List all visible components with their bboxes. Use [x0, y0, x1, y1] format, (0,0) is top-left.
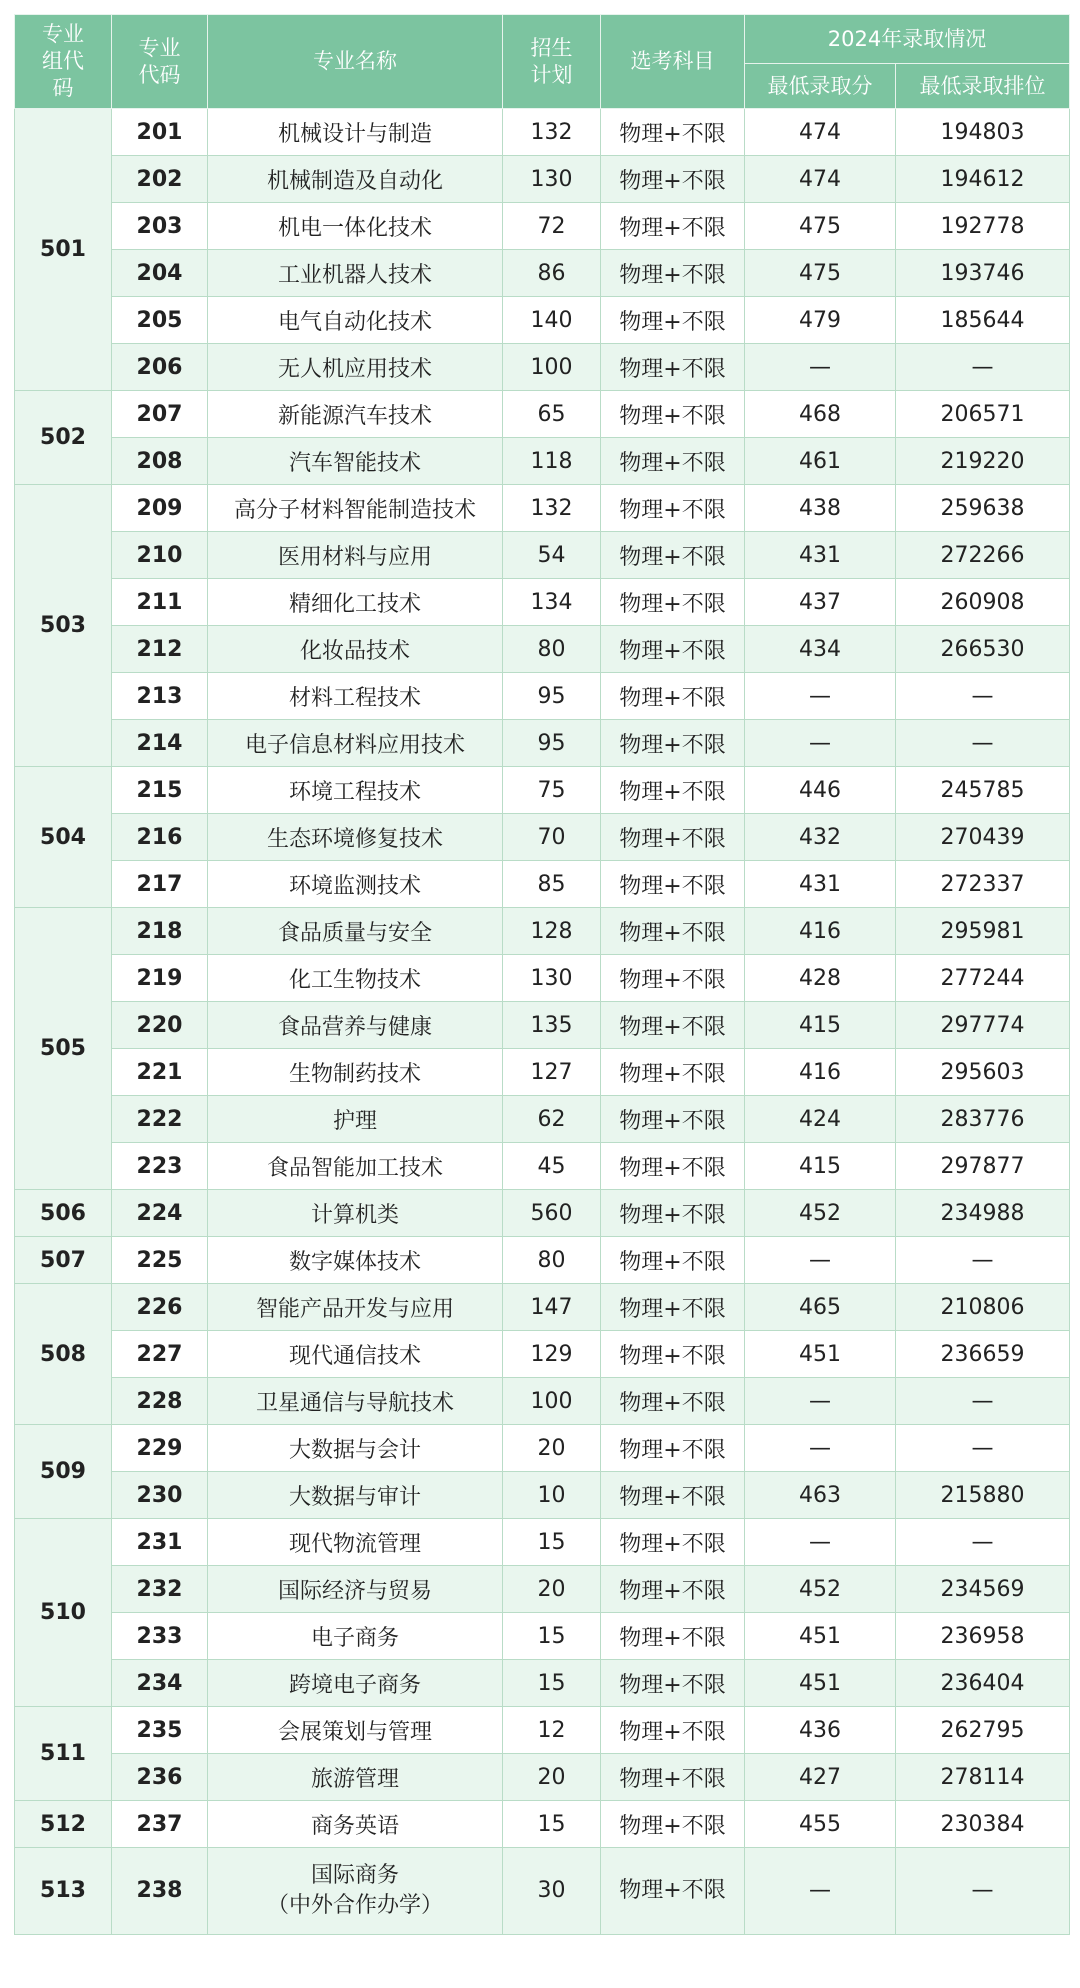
plan-cell: 70 [503, 814, 601, 861]
plan-cell: 80 [503, 626, 601, 673]
subjects-cell: 物理+不限 [601, 1096, 745, 1143]
major-code-cell: 205 [112, 297, 208, 344]
table-row [15, 532, 1070, 579]
plan-cell: 30 [503, 1848, 601, 1935]
admission-table-container [14, 14, 1069, 1974]
min-score-cell: 474 [745, 109, 896, 156]
table-row [15, 720, 1070, 767]
major-name-cell: 机械制造及自动化 [208, 156, 503, 203]
table-row [15, 673, 1070, 720]
major-name-cell: 大数据与会计 [208, 1425, 503, 1472]
subjects-cell: 物理+不限 [601, 391, 745, 438]
plan-cell: 80 [503, 1237, 601, 1284]
min-rank-cell: 260908 [896, 579, 1070, 626]
min-rank-cell: 272266 [896, 532, 1070, 579]
min-rank-cell: 234569 [896, 1566, 1070, 1613]
major-name-cell: 数字媒体技术 [208, 1237, 503, 1284]
table-row [15, 1801, 1070, 1848]
major-code-cell: 233 [112, 1613, 208, 1660]
min-score-cell: 428 [745, 955, 896, 1002]
group-code-cell: 512 [15, 1801, 112, 1848]
min-rank-cell: — [896, 720, 1070, 767]
table-body [15, 109, 1070, 1935]
major-name-cell [208, 1848, 503, 1935]
min-score-cell: 461 [745, 438, 896, 485]
table-row [15, 1237, 1070, 1284]
min-rank-cell: 194803 [896, 109, 1070, 156]
major-name-cell: 食品营养与健康 [208, 1002, 503, 1049]
major-code-cell: 211 [112, 579, 208, 626]
plan-cell: 45 [503, 1143, 601, 1190]
major-code-cell: 220 [112, 1002, 208, 1049]
min-rank-cell: 297877 [896, 1143, 1070, 1190]
subjects-cell: 物理+不限 [601, 1190, 745, 1237]
major-code-cell: 231 [112, 1519, 208, 1566]
plan-cell: 130 [503, 955, 601, 1002]
major-name-cell: 会展策划与管理 [208, 1707, 503, 1754]
major-code-cell: 229 [112, 1425, 208, 1472]
major-code-cell: 201 [112, 109, 208, 156]
min-rank-cell: 210806 [896, 1284, 1070, 1331]
table-row [15, 1190, 1070, 1237]
plan-cell: 95 [503, 720, 601, 767]
major-code-cell: 238 [112, 1848, 208, 1935]
plan-cell: 10 [503, 1472, 601, 1519]
subjects-cell: 物理+不限 [601, 1754, 745, 1801]
table-row [15, 1472, 1070, 1519]
major-code-cell: 222 [112, 1096, 208, 1143]
plan-cell: 560 [503, 1190, 601, 1237]
major-name-cell: 商务英语 [208, 1801, 503, 1848]
subjects-cell: 物理+不限 [601, 109, 745, 156]
min-rank-cell: 194612 [896, 156, 1070, 203]
table-row [15, 344, 1070, 391]
major-code-cell: 213 [112, 673, 208, 720]
table-row [15, 485, 1070, 532]
major-code-cell: 209 [112, 485, 208, 532]
header-year-title: 2024年录取情况 [745, 15, 1070, 64]
plan-cell: 15 [503, 1801, 601, 1848]
major-code-cell: 227 [112, 1331, 208, 1378]
major-name-cell: 生态环境修复技术 [208, 814, 503, 861]
min-rank-cell: 215880 [896, 1472, 1070, 1519]
major-code-cell: 236 [112, 1754, 208, 1801]
plan-cell: 128 [503, 908, 601, 955]
min-score-cell: — [745, 1425, 896, 1472]
plan-cell: 15 [503, 1613, 601, 1660]
major-name-cell: 大数据与审计 [208, 1472, 503, 1519]
min-score-cell: 432 [745, 814, 896, 861]
table-row [15, 955, 1070, 1002]
major-name-cell: 机械设计与制造 [208, 109, 503, 156]
min-score-cell: 475 [745, 203, 896, 250]
group-code-cell: 509 [15, 1425, 112, 1519]
min-score-cell: 415 [745, 1143, 896, 1190]
group-code-cell: 513 [15, 1848, 112, 1935]
major-name-cell: 化妆品技术 [208, 626, 503, 673]
min-rank-cell: 185644 [896, 297, 1070, 344]
major-name-cell: 食品质量与安全 [208, 908, 503, 955]
major-code-cell: 203 [112, 203, 208, 250]
min-score-cell: 434 [745, 626, 896, 673]
major-code-cell: 206 [112, 344, 208, 391]
min-rank-cell: — [896, 1378, 1070, 1425]
header-major-code: 专业代码 [112, 15, 208, 109]
min-score-cell: 463 [745, 1472, 896, 1519]
min-score-cell: 468 [745, 391, 896, 438]
major-name-cell: 医用材料与应用 [208, 532, 503, 579]
major-name-cell: 现代通信技术 [208, 1331, 503, 1378]
table-header [15, 15, 1070, 109]
min-score-cell: 431 [745, 861, 896, 908]
subjects-cell: 物理+不限 [601, 1425, 745, 1472]
min-rank-cell: 266530 [896, 626, 1070, 673]
major-name-cell: 环境工程技术 [208, 767, 503, 814]
plan-cell: 65 [503, 391, 601, 438]
min-rank-cell: 278114 [896, 1754, 1070, 1801]
subjects-cell: 物理+不限 [601, 203, 745, 250]
major-name-cell: 智能产品开发与应用 [208, 1284, 503, 1331]
plan-cell: 72 [503, 203, 601, 250]
subjects-cell: 物理+不限 [601, 297, 745, 344]
min-rank-cell: 295603 [896, 1049, 1070, 1096]
min-score-cell: — [745, 1848, 896, 1935]
major-code-cell: 216 [112, 814, 208, 861]
admission-table [14, 14, 1070, 1935]
group-code-cell: 510 [15, 1519, 112, 1707]
group-code-cell: 503 [15, 485, 112, 767]
subjects-cell: 物理+不限 [601, 1331, 745, 1378]
min-rank-cell: — [896, 1237, 1070, 1284]
subjects-cell: 物理+不限 [601, 532, 745, 579]
major-name-cell: 精细化工技术 [208, 579, 503, 626]
header-major-name: 专业名称 [208, 15, 503, 109]
min-rank-cell: — [896, 344, 1070, 391]
min-score-cell: 475 [745, 250, 896, 297]
plan-cell: 147 [503, 1284, 601, 1331]
major-code-cell: 207 [112, 391, 208, 438]
min-score-cell: 446 [745, 767, 896, 814]
plan-cell: 100 [503, 344, 601, 391]
header-group-code: 专业组代码 [15, 15, 112, 109]
subjects-cell: 物理+不限 [601, 767, 745, 814]
table-row [15, 391, 1070, 438]
table-row [15, 579, 1070, 626]
table-row [15, 626, 1070, 673]
min-rank-cell: 245785 [896, 767, 1070, 814]
min-score-cell: 437 [745, 579, 896, 626]
major-name-cell: 现代物流管理 [208, 1519, 503, 1566]
min-score-cell: 415 [745, 1002, 896, 1049]
min-rank-cell: 259638 [896, 485, 1070, 532]
min-score-cell: 431 [745, 532, 896, 579]
major-name-cell: 跨境电子商务 [208, 1660, 503, 1707]
major-code-cell: 212 [112, 626, 208, 673]
min-score-cell: 465 [745, 1284, 896, 1331]
min-rank-cell: 295981 [896, 908, 1070, 955]
subjects-cell: 物理+不限 [601, 955, 745, 1002]
major-name-cell: 高分子材料智能制造技术 [208, 485, 503, 532]
plan-cell: 62 [503, 1096, 601, 1143]
group-code-cell: 507 [15, 1237, 112, 1284]
major-name-cell: 材料工程技术 [208, 673, 503, 720]
min-rank-cell: 277244 [896, 955, 1070, 1002]
subjects-cell: 物理+不限 [601, 1143, 745, 1190]
group-code-cell: 502 [15, 391, 112, 485]
plan-cell: 100 [503, 1378, 601, 1425]
subjects-cell: 物理+不限 [601, 1519, 745, 1566]
min-score-cell: — [745, 1237, 896, 1284]
major-name-cell: 食品智能加工技术 [208, 1143, 503, 1190]
min-rank-cell: — [896, 1425, 1070, 1472]
plan-cell: 54 [503, 532, 601, 579]
major-code-cell: 217 [112, 861, 208, 908]
plan-cell: 20 [503, 1566, 601, 1613]
major-name-note: （中外合作办学） [266, 1893, 443, 1918]
subjects-cell: 物理+不限 [601, 344, 745, 391]
subjects-cell: 物理+不限 [601, 1566, 745, 1613]
plan-cell: 134 [503, 579, 601, 626]
subjects-cell: 物理+不限 [601, 720, 745, 767]
plan-cell: 12 [503, 1707, 601, 1754]
subjects-cell: 物理+不限 [601, 908, 745, 955]
table-row [15, 767, 1070, 814]
min-score-cell: 416 [745, 1049, 896, 1096]
plan-cell: 130 [503, 156, 601, 203]
major-code-cell: 234 [112, 1660, 208, 1707]
min-rank-cell: 236659 [896, 1331, 1070, 1378]
table-row [15, 297, 1070, 344]
plan-cell: 132 [503, 109, 601, 156]
table-row [15, 1378, 1070, 1425]
major-code-cell: 237 [112, 1801, 208, 1848]
min-score-cell: 451 [745, 1331, 896, 1378]
subjects-cell: 物理+不限 [601, 1002, 745, 1049]
min-rank-cell: — [896, 1519, 1070, 1566]
min-score-cell: 452 [745, 1566, 896, 1613]
min-score-cell: — [745, 673, 896, 720]
min-score-cell: 451 [745, 1613, 896, 1660]
group-code-cell: 504 [15, 767, 112, 908]
major-code-cell: 228 [112, 1378, 208, 1425]
table-row [15, 1143, 1070, 1190]
major-code-cell: 230 [112, 1472, 208, 1519]
major-name-cell: 国际经济与贸易 [208, 1566, 503, 1613]
major-code-cell: 232 [112, 1566, 208, 1613]
min-score-cell: — [745, 344, 896, 391]
major-code-cell: 219 [112, 955, 208, 1002]
table-row [15, 1848, 1070, 1935]
min-rank-cell: 236404 [896, 1660, 1070, 1707]
major-name-cell: 汽车智能技术 [208, 438, 503, 485]
subjects-cell: 物理+不限 [601, 1378, 745, 1425]
major-name-cell: 旅游管理 [208, 1754, 503, 1801]
min-score-cell: 474 [745, 156, 896, 203]
plan-cell: 129 [503, 1331, 601, 1378]
major-name-cell: 卫星通信与导航技术 [208, 1378, 503, 1425]
group-code-cell: 508 [15, 1284, 112, 1425]
min-rank-cell: 272337 [896, 861, 1070, 908]
table-row [15, 1331, 1070, 1378]
min-rank-cell: — [896, 1848, 1070, 1935]
group-code-cell: 506 [15, 1190, 112, 1237]
major-name-cell: 机电一体化技术 [208, 203, 503, 250]
min-score-cell: 438 [745, 485, 896, 532]
table-row [15, 1049, 1070, 1096]
min-rank-cell: 262795 [896, 1707, 1070, 1754]
min-score-cell: 416 [745, 908, 896, 955]
table-row [15, 814, 1070, 861]
plan-cell: 127 [503, 1049, 601, 1096]
plan-cell: 75 [503, 767, 601, 814]
major-name-cell: 电子信息材料应用技术 [208, 720, 503, 767]
major-code-cell: 204 [112, 250, 208, 297]
major-name-cell: 生物制药技术 [208, 1049, 503, 1096]
plan-cell: 15 [503, 1519, 601, 1566]
min-rank-cell: 193746 [896, 250, 1070, 297]
major-name-cell: 工业机器人技术 [208, 250, 503, 297]
table-row [15, 156, 1070, 203]
header-plan: 招生计划 [503, 15, 601, 109]
major-code-cell: 221 [112, 1049, 208, 1096]
major-code-cell: 235 [112, 1707, 208, 1754]
plan-cell: 135 [503, 1002, 601, 1049]
subjects-cell: 物理+不限 [601, 1237, 745, 1284]
table-row [15, 1707, 1070, 1754]
table-row [15, 1284, 1070, 1331]
plan-cell: 140 [503, 297, 601, 344]
table-row [15, 1096, 1070, 1143]
subjects-cell: 物理+不限 [601, 156, 745, 203]
plan-cell: 20 [503, 1425, 601, 1472]
plan-cell: 86 [503, 250, 601, 297]
min-score-cell: 452 [745, 1190, 896, 1237]
subjects-cell: 物理+不限 [601, 626, 745, 673]
min-score-cell: 427 [745, 1754, 896, 1801]
major-code-cell: 225 [112, 1237, 208, 1284]
min-score-cell: 436 [745, 1707, 896, 1754]
min-rank-cell: 230384 [896, 1801, 1070, 1848]
min-score-cell: 455 [745, 1801, 896, 1848]
plan-cell: 85 [503, 861, 601, 908]
table-row [15, 861, 1070, 908]
min-rank-cell: 236958 [896, 1613, 1070, 1660]
major-name-cell: 化工生物技术 [208, 955, 503, 1002]
major-name-cell: 计算机类 [208, 1190, 503, 1237]
table-row [15, 250, 1070, 297]
plan-cell: 15 [503, 1660, 601, 1707]
subjects-cell: 物理+不限 [601, 1660, 745, 1707]
table-row [15, 1519, 1070, 1566]
table-row [15, 109, 1070, 156]
plan-cell: 118 [503, 438, 601, 485]
subjects-cell: 物理+不限 [601, 1848, 745, 1935]
subjects-cell: 物理+不限 [601, 1472, 745, 1519]
min-rank-cell: 206571 [896, 391, 1070, 438]
major-name-cell: 电气自动化技术 [208, 297, 503, 344]
table-row [15, 438, 1070, 485]
subjects-cell: 物理+不限 [601, 673, 745, 720]
header-min-rank: 最低录取排位 [896, 64, 1070, 109]
min-score-cell: — [745, 1378, 896, 1425]
subjects-cell: 物理+不限 [601, 1707, 745, 1754]
major-code-cell: 202 [112, 156, 208, 203]
subjects-cell: 物理+不限 [601, 814, 745, 861]
subjects-cell: 物理+不限 [601, 1284, 745, 1331]
subjects-cell: 物理+不限 [601, 1049, 745, 1096]
major-code-cell: 218 [112, 908, 208, 955]
major-name-cell: 新能源汽车技术 [208, 391, 503, 438]
subjects-cell: 物理+不限 [601, 1613, 745, 1660]
header-min-score: 最低录取分 [745, 64, 896, 109]
table-row [15, 1566, 1070, 1613]
major-name-cell: 环境监测技术 [208, 861, 503, 908]
group-code-cell: 501 [15, 109, 112, 391]
subjects-cell: 物理+不限 [601, 485, 745, 532]
major-code-cell: 223 [112, 1143, 208, 1190]
min-score-cell: 479 [745, 297, 896, 344]
table-row [15, 1613, 1070, 1660]
min-rank-cell: 234988 [896, 1190, 1070, 1237]
min-rank-cell: 297774 [896, 1002, 1070, 1049]
min-score-cell: 424 [745, 1096, 896, 1143]
major-code-cell: 208 [112, 438, 208, 485]
major-code-cell: 224 [112, 1190, 208, 1237]
subjects-cell: 物理+不限 [601, 250, 745, 297]
plan-cell: 20 [503, 1754, 601, 1801]
plan-cell: 132 [503, 485, 601, 532]
major-code-cell: 214 [112, 720, 208, 767]
table-row [15, 203, 1070, 250]
min-rank-cell: 192778 [896, 203, 1070, 250]
major-code-cell: 226 [112, 1284, 208, 1331]
min-rank-cell: 283776 [896, 1096, 1070, 1143]
major-code-cell: 210 [112, 532, 208, 579]
group-code-cell: 505 [15, 908, 112, 1190]
major-name-cell: 电子商务 [208, 1613, 503, 1660]
min-score-cell: 451 [745, 1660, 896, 1707]
major-name-cell: 无人机应用技术 [208, 344, 503, 391]
min-rank-cell: — [896, 673, 1070, 720]
major-name-cell: 护理 [208, 1096, 503, 1143]
group-code-cell: 511 [15, 1707, 112, 1801]
plan-cell: 95 [503, 673, 601, 720]
subjects-cell: 物理+不限 [601, 579, 745, 626]
table-row [15, 1002, 1070, 1049]
min-score-cell: — [745, 720, 896, 767]
min-score-cell: — [745, 1519, 896, 1566]
subjects-cell: 物理+不限 [601, 1801, 745, 1848]
major-code-cell: 215 [112, 767, 208, 814]
min-rank-cell: 219220 [896, 438, 1070, 485]
subjects-cell: 物理+不限 [601, 438, 745, 485]
table-row [15, 908, 1070, 955]
table-row [15, 1425, 1070, 1472]
table-row [15, 1660, 1070, 1707]
table-row [15, 1754, 1070, 1801]
min-rank-cell: 270439 [896, 814, 1070, 861]
subjects-cell: 物理+不限 [601, 861, 745, 908]
major-name-line: 国际商务 [310, 1863, 399, 1888]
header-subjects: 选考科目 [601, 15, 745, 109]
